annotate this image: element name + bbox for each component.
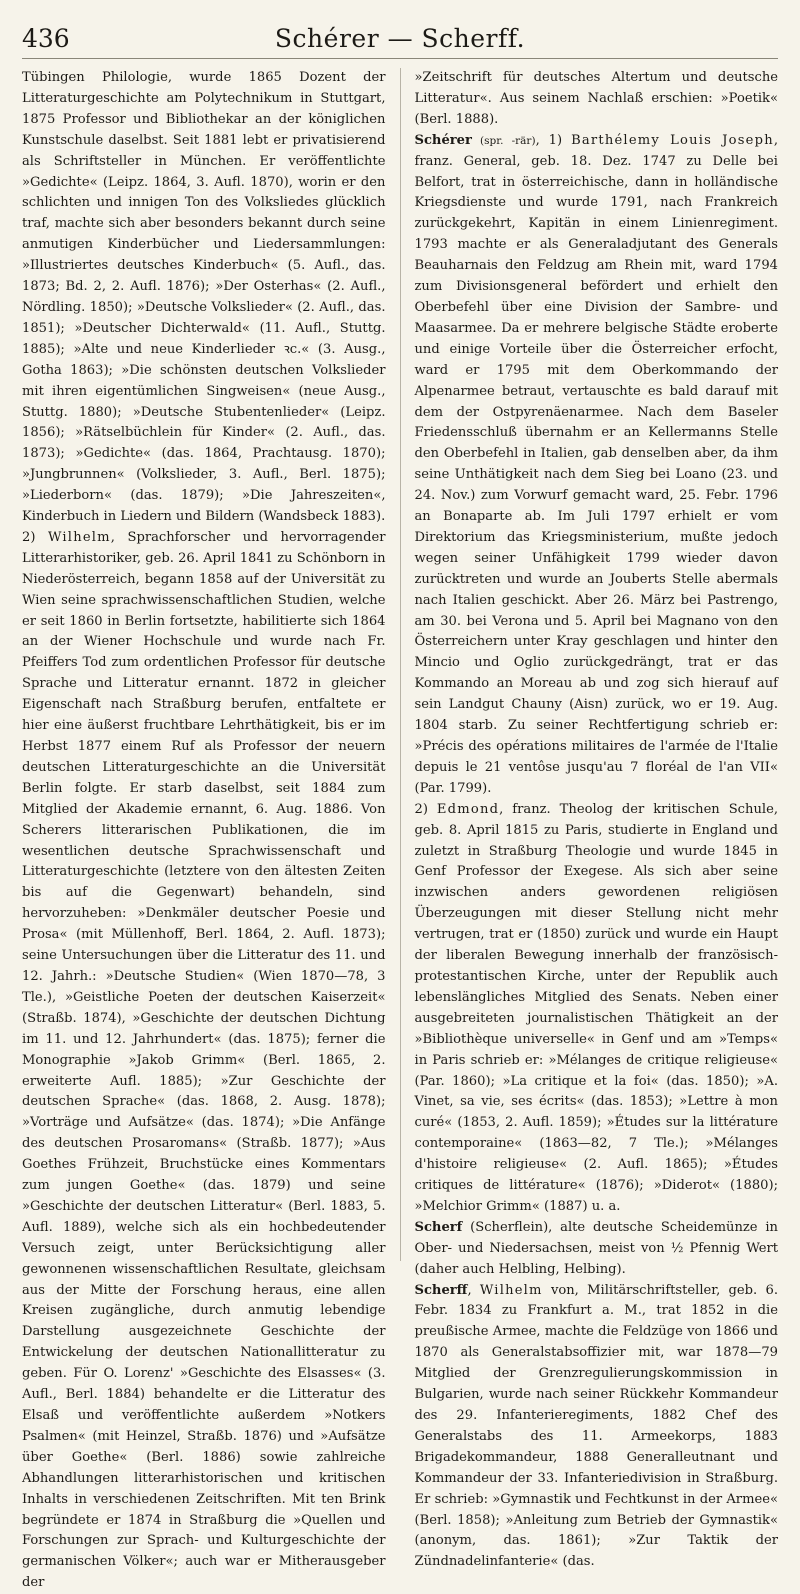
- right-column: [414, 68, 779, 1570]
- entry-lead: 2): [414, 801, 437, 817]
- entry-headword: Scherff: [414, 1282, 468, 1298]
- dictionary-entry: [415, 1218, 779, 1281]
- dictionary-entry: [415, 131, 779, 800]
- entry-name: Wilhelm: [479, 1282, 543, 1298]
- dictionary-entry: [415, 1281, 779, 1574]
- entry-pronunciation: (spr. -rär): [471, 134, 536, 147]
- entry-text: von, Militärschriftsteller, geb. 6. Febr. 1834 zu Frankfurt a. M., trat 1852 in die preußische Armee, machte die Feldzüge von 1866 und 1870 als Generalstabsoffizier mit, war 1878—79 Mitglied der Grenzregulierungskommission in Bulgarien, wurde nach seiner Rückkehr Kommandeur des 29. Infanterieregiments, 1882 Chef des Generalstabs des 11. Armeekorps, 1883 Brigadekommandeur, 1888 Generalleutnant und Kommandeur der 33. Infanteriedivision in Straßburg. Er schrieb: »Gymnastik und Fechtkunst in der Armee« (Berl. 1858); »Anleitung zum Betrieb der Gymnastik« (anonym, das. 1861); »Zur Taktik der Zündnadelinfanterie« (das.: [414, 1282, 778, 1570]
- entry-lead: ,: [467, 1282, 480, 1298]
- entry-paragraph: [22, 528, 386, 1594]
- entry-text: , franz. General, geb. 18. Dez. 1747 zu Delle bei Belfort, trat in österreichische, dann in holländische Kriegsdienste und wurde 1791, nach Frankreich zurückgekehrt, Kapitän in einem Linienregiment. 1793 machte er als Generaladjutant des Generals Beauharnais den Feldzug am Rhein mit, ward 1794 zum Divisionsgeneral befördert und erhielt den Oberbefehl über eine Division der Sambre- und Maasarmee. Da er mehrere belgische Städte eroberte und einige Vorteile über die Österreicher erfocht, ward er 1795 mit dem Oberkommando der Alpenarmee betraut, vertauschte es bald darauf mit dem der Ostpyrenäenarmee. Nach dem Baseler Friedensschluß übernahm er an Kellermanns Stelle den Oberbefehl in Italien, gab denselben aber, da ihm seine Unthätigkeit nach dem Sieg bei Loano (23. und 24. Nov.) zum Vorwurf gemacht ward, 25. Febr. 1796 an Bonaparte ab. Im Juli 1797 erhielt er vom Direktorium das Kriegsministerium, mußte jedoch wegen seiner Unfähigkeit 1799 wieder davon zurücktreten und wurde an Jouberts Stelle abermals nach Italien geschickt. Aber 26. März bei Pastrengo, am 30. bei Verona und 5. April bei Magnano von den Österreichern unter Kray geschlagen und hinter den Mincio und Oglio zurückgedrängt, trat er das Kommando an Moreau ab und zog sich hierauf auf sein Landgut Chauny (Aisn) zurück, wo er 19. Aug. 1804 starb. Zu seiner Rechtfertigung schrieb er: »Précis des opérations militaires de l'armée de l'Italie depuis le 21 ventôse jusqu'au 7 floréal de l'an VII« (Par. 1799).: [414, 132, 779, 796]
- entry-name: Wilhelm: [47, 529, 111, 545]
- entry-text: , Sprachforscher und hervorragender Litterarhistoriker, geb. 26. April 1841 zu Schönborn in Niederösterreich, begann 1858 auf der Universität zu Wien seine sprachwissenschaftlichen Studien, welche er seit 1860 in Berlin fortsetzte, habilitierte sich 1864 an der Wiener Hochschule und wurde nach Fr. Pfeiffers Tod zum ordentlichen Professor für deutsche Sprache und Litteratur ernannt. 1872 in gleicher Eigenschaft nach Straßburg berufen, entfaltete er hier eine äußerst fruchtbare Lehrthätigkeit, bis er im Herbst 1877 einem Ruf als Professor der neuern deutschen Litteraturgeschichte an die Universität Berlin folgte. Er starb daselbst, seit 1884 zum Mitglied der Akademie ernannt, 6. Aug. 1886. Von Scherers litterarischen Publikationen, die im wesentlichen deutsche Sprachwissenschaft und Litteraturgeschichte (letztere von den ältesten Zeiten bis auf die Gegenwart) behandeln, sind hervorzuheben: »Denkmäler deutscher Poesie und Prosa« (mit Müllenhoff, Berl. 1864, 2. Aufl. 1873); seine Untersuchungen über die Litteratur des 11. und 12. Jahrh.: »Deutsche Studien« (Wien 1870—78, 3 Tle.), »Geistliche Poeten der deutschen Kaiserzeit« (Straßb. 1874), »Geschichte der deutschen Dichtung im 11. und 12. Jahrhundert« (das. 1875); ferner die Monographie »Jakob Grimm« (Berl. 1865, 2. erweiterte Aufl. 1885); »Zur Geschichte der deutschen Sprache« (das. 1868, 2. Ausg. 1878); »Vorträge und Aufsätze« (das. 1874); »Die Anfänge des deutschen Prosaromans« (Straßb. 1877); »Aus Goethes Frühzeit, Bruchstücke eines Kommentars zum jungen Goethe« (das. 1879) und seine »Geschichte der deutschen Litteratur« (Berl. 1883, 5. Aufl. 1889), welche sich als ein hochbedeutender Versuch zeigt, unter Berücksichtigung aller gewonnenen wissenschaftlichen Resultate, gleichsam aus der Mitte der Forschung heraus, eine allen Kreisen zugängliche, durch anmutig lebendige Darstellung ausgezeichnete Geschichte der Entwickelung der deutschen Nationallitteratur zu geben. Für O. Lorenz' »Geschichte des Elsasses« (3. Aufl., Berl. 1884) behandelte er die Litteratur des Elsaß und veröffentlichte außerdem »Notkers Psalmen« (mit Heinzel, Straßb. 1876) und »Aufsätze über Goethe« (Berl. 1886) sowie zahlreiche Abhandlungen litterarhistorischen und kritischen Inhalts in verschiedenen Zeitschriften. Mit ten Brink begründete er 1874 in Straßburg die »Quellen und Forschungen zur Sprach- und Kulturgeschichte der germanischen Völker«; auch war er Mitherausgeber der: [22, 529, 386, 1591]
- entry-text: (Scherflein), alte deutsche Scheidemünze in Ober- und Niedersachsen, meist von ½ Pfennig Wert (daher auch Helbling, Helbing).: [414, 1219, 778, 1277]
- entry-lead: 2): [22, 529, 48, 545]
- left-column: [22, 68, 386, 1591]
- entry-text: Tübingen Philologie, wurde 1865 Dozent der Litteraturgeschichte am Polytechnikum in Stuttgart, 1875 Professor und Bibliothekar an der königlichen Kunstschule daselbst. Seit 1881 lebt er privatisierend als Schriftsteller in München. Er veröffentlichte »Gedichte« (Leipz. 1864, 3. Aufl. 1870), worin er den schlichten und innigen Ton des Volksliedes glücklich traf, machte sich aber besonders bekannt durch seine anmutigen Kinderbücher und Liedersammlungen: »Illustriertes deutsches Kinderbuch« (5. Aufl., das. 1873; Bd. 2, 2. Aufl. 1876); »Der Osterhas« (2. Aufl., Nördling. 1850); »Deutsche Volkslieder« (2. Aufl., das. 1851); »Deutscher Dichterwald« (11. Aufl., Stuttg. 1885); »Alte und neue Kinderlieder ꝛc.« (3. Ausg., Gotha 1863); »Die schönsten deutschen Volkslieder mit ihren eigentümlichen Singweisen« (neue Ausg., Stuttg. 1880); »Deutsche Stubentenlieder« (Leipz. 1856); »Rätselbüchlein für Kinder« (2. Aufl., das. 1873); »Gedichte« (das. 1864, Prachtausg. 1870); »Jungbrunnen« (Volkslieder, 3. Aufl., Berl. 1875); »Liederborn« (das. 1879); »Die Jahreszeiten«, Kinderbuch in Liedern und Bildern (Wandsbeck 1883).: [22, 70, 386, 525]
- page-header: [22, 24, 778, 59]
- entry-headword: Schérer: [414, 132, 472, 148]
- entry-paragraph: [22, 68, 386, 528]
- entry-lead: , 1): [535, 132, 572, 148]
- entry-text: »Zeitschrift für deutsches Altertum und deutsche Litteratur«. Aus seinem Nachlaß erschien: »Poetik« (Berl. 1888).: [414, 70, 778, 127]
- text-columns: [22, 68, 779, 1591]
- entry-name: Barthélemy Louis Joseph: [571, 132, 774, 148]
- entry-text: , franz. Theolog der kritischen Schule, geb. 8. April 1815 zu Paris, studierte in England und zuletzt in Straßburg Theologie und wurde 1845 in Genf Professor der Exegese. Als sich aber seine inzwischen anders gewordenen religiösen Überzeugungen mit dieser Stellung nicht mehr vertrugen, trat er (1850) zurück und wurde ein Haupt der liberalen Bewegung innerhalb der französisch-protestantischen Kirche, unter der Republik auch lebenslängliches Mitglied des Senats. Neben einer ausgebreiteten journalistischen Thätigkeit an der »Bibliothèque universelle« in Genf und am »Temps« in Paris schrieb er: »Mélanges de critique religieuse« (Par. 1860); »La critique et la foi« (das. 1850); »A. Vinet, sa vie, ses écrits« (das. 1853); »Lettre à mon curé« (1853, 2. Aufl. 1859); »Études sur la littérature contemporaine« (1863—82, 7 Tle.); »Mélanges d'histoire religieuse« (2. Aufl. 1865); »Études critiques de littérature« (1876); »Diderot« (1880); »Melchior Grimm« (1887) u. a.: [414, 801, 778, 1214]
- column-divider: [400, 68, 401, 1261]
- entry-paragraph: [415, 68, 779, 131]
- entry-paragraph: [415, 800, 779, 1218]
- page-number: 436: [22, 24, 70, 53]
- entry-name: Edmond: [436, 801, 500, 817]
- running-title: Schérer — Scherff.: [274, 24, 526, 53]
- entry-headword: Scherf: [414, 1219, 463, 1235]
